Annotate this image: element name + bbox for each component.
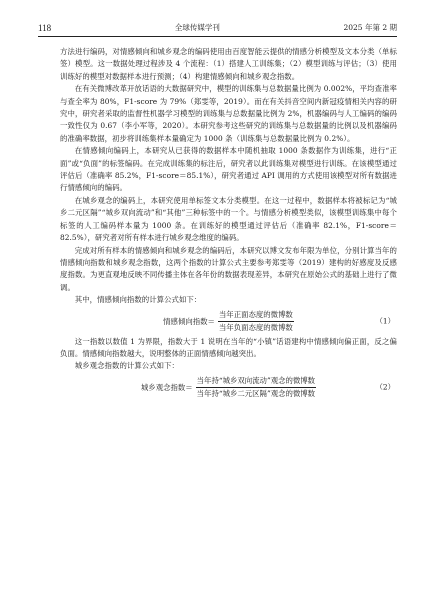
formula-denominator: 当年持“城乡二元区隔”观念的微博数 [196, 388, 316, 398]
formula-denominator: 当年负面态度的微博数 [218, 322, 293, 332]
paragraph-sentiment-index-meaning: 这一指数以数值 1 为界限，指数大于 1 说明在当年的“小镇”话语建构中情感倾向偏正面，反之偏负面。情感倾向指数越大，说明整体的正面情感倾向越突出。 [60, 336, 397, 358]
paragraph-coding-method: 方法进行编码，对情感倾向和城乡观念的编码使用由百度智能云提供的情感分析模型及文本分类（单标签）模型。这一数据处理过程涉及 4 个流程：（1）搭建人工训练集；（2）模型训练与评估；（3）使用训练好的模型对数据样本进行预测；（4）构建情感倾向和城乡观念指数。 [60, 47, 397, 81]
formula-lhs: 情感倾向指数＝ [163, 316, 215, 326]
formula-fraction [196, 376, 316, 399]
paragraph-urban-rural-coding: 在城乡观念的编码上，本研究使用单标签文本分类模型。在这一过程中，数据样本将被标记为“城乡二元区隔”“城乡双向流动”和“其他”三种标签中的一个。与情感分析模型类似，该模型训练集中每个标签的人工编码样本量为 1000 条。在训练好的模型通过评估后（准确率 82.1%，F1-score＝82.5%），研究者对所有样本进行城乡观念维度的编码。 [60, 195, 397, 243]
running-header [38, 20, 397, 37]
journal-title: 全球传媒学刊 [174, 23, 220, 32]
urban-rural-index-formula [60, 376, 397, 399]
paragraph-sentiment-formula-intro: 其中，情感倾向指数的计算公式如下： [74, 295, 202, 305]
issue-label: 2025 年第 2 期 [343, 23, 397, 32]
formula-lhs: 城乡观念指数＝ [140, 382, 193, 392]
paragraph-sentiment-coding: 在情感倾向编码上，本研究从已获得的数据样本中随机抽取 1000 条数据作为训练集，进行“正面”或“负面”的标签编码。在完成训练集的标注后，研究者以此训练集对模型进行训练。在该模型通过评估后（准确率 85.2%，F1-score＝85.1%），研究者通过 API 调用的方式使用该模型对所有数据进行情感倾向的编码。 [60, 146, 397, 193]
paragraph-index-construction: 完成对所有样本的情感倾向和城乡观念的编码后，本研究以博文发布年限为单位，分别计算当年的情感倾向指数和城乡观念指数，这两个指数的计算公式主要参考郑雯等（2019）建构的好感度及反感度指数。为更直观地反映不同传播主体在各年份的数据表现差异，本研究在原始公式的基础上进行了微调。 [60, 245, 397, 292]
formula-numerator: 当年持“城乡双向流动”观念的微博数 [196, 376, 316, 388]
paragraph-urban-rural-formula-intro: 城乡观念指数的计算公式如下： [74, 361, 179, 371]
paragraph-training-set-ratio: 在有关微博改革开放话语的大数据研究中，模型的训练集与总数据量比例为 0.002%，平均查准率与查全率为 80%，F1-score 为 79%（郑雯等，2019）。而在有关抖音空间内新冠疫情相关内容的研究中，研究者采取的监督性机器学习模型的训练集与总数据量比例为 2%，机器编码与人工编码的编码一致性仅为 0.67（李小军等，2020）。本研究参考这些研究的训练集与总数据量的比例以及机器编码的准确率数据，初步将训练集样本量确定为 1000 条（训练集与总数据量比例为 0.2%）。 [60, 84, 397, 143]
sentiment-index-formula [60, 310, 397, 333]
page-number: 118 [38, 23, 52, 33]
formula-fraction [218, 310, 294, 333]
equation-number: （1） [375, 316, 395, 326]
article-body [60, 46, 397, 601]
formula-numerator: 当年正面态度的微博数 [218, 310, 294, 322]
equation-number: （2） [375, 382, 395, 392]
